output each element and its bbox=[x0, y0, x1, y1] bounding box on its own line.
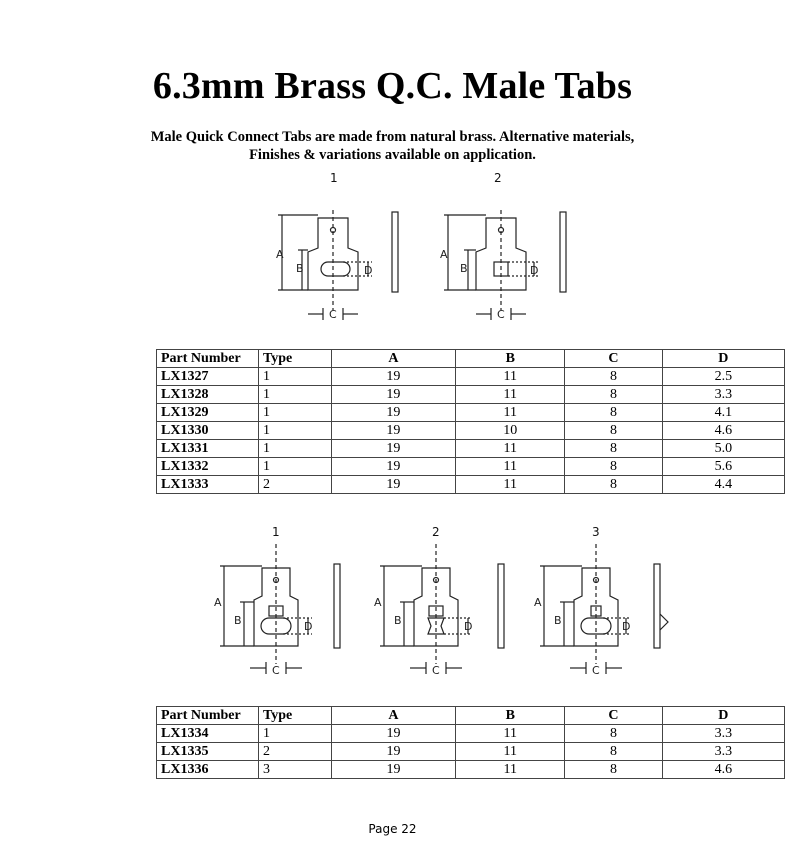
tab-type-3-drawing bbox=[540, 544, 668, 674]
dim-label-d-2: D bbox=[464, 620, 473, 633]
cell-part-number: LX1333 bbox=[157, 476, 259, 494]
table-header-row bbox=[157, 350, 785, 368]
parts-table-1 bbox=[156, 349, 785, 494]
dim-label-c-2: C bbox=[497, 308, 505, 321]
page-number: Page 22 bbox=[368, 822, 417, 836]
table-row bbox=[157, 476, 785, 494]
table-row bbox=[157, 743, 785, 761]
cell-b: 11 bbox=[456, 476, 565, 494]
cell-b: 11 bbox=[456, 440, 565, 458]
figure-label-type-2: 2 bbox=[494, 171, 502, 185]
cell-c: 8 bbox=[565, 404, 662, 422]
dim-label-a-2: A bbox=[440, 248, 448, 261]
page-title: 6.3mm Brass Q.C. Male Tabs bbox=[152, 65, 633, 107]
dim-label-d: D bbox=[304, 620, 313, 633]
header-a: A bbox=[331, 350, 456, 368]
subtitle-line-2: Finishes & variations available on application. bbox=[249, 147, 536, 163]
cell-c: 8 bbox=[565, 743, 662, 761]
header-a: A bbox=[331, 707, 456, 725]
cell-c: 8 bbox=[565, 386, 662, 404]
dim-label-d-2: D bbox=[530, 264, 539, 277]
cell-d: 4.4 bbox=[662, 476, 784, 494]
header-b: B bbox=[456, 350, 565, 368]
cell-part-number: LX1332 bbox=[157, 458, 259, 476]
dim-label-d: D bbox=[364, 264, 373, 277]
tab-drawing-svg-1 bbox=[268, 170, 588, 330]
table-row bbox=[157, 368, 785, 386]
header-part-number: Part Number bbox=[157, 350, 259, 368]
cell-part-number: LX1328 bbox=[157, 386, 259, 404]
cell-type: 2 bbox=[258, 476, 331, 494]
cell-c: 8 bbox=[565, 458, 662, 476]
dim-label-a-3: A bbox=[534, 596, 542, 609]
cell-b: 11 bbox=[456, 368, 565, 386]
header-c: C bbox=[565, 707, 662, 725]
tab-type-1-drawing bbox=[220, 544, 340, 674]
cell-c: 8 bbox=[565, 761, 662, 779]
cell-type: 1 bbox=[258, 386, 331, 404]
cell-type: 3 bbox=[258, 761, 331, 779]
cell-type: 1 bbox=[258, 458, 331, 476]
cell-b: 11 bbox=[456, 725, 565, 743]
cell-c: 8 bbox=[565, 440, 662, 458]
cell-part-number: LX1334 bbox=[157, 725, 259, 743]
cell-part-number: LX1336 bbox=[157, 761, 259, 779]
cell-type: 1 bbox=[258, 422, 331, 440]
table-row bbox=[157, 404, 785, 422]
dim-label-a-2: A bbox=[374, 596, 382, 609]
dim-label-c: C bbox=[329, 308, 337, 321]
tab-type-2-drawing bbox=[380, 544, 504, 674]
table-row bbox=[157, 761, 785, 779]
figure-label-type-1: 1 bbox=[330, 171, 338, 185]
cell-type: 1 bbox=[258, 368, 331, 386]
cell-d: 2.5 bbox=[662, 368, 784, 386]
table-row bbox=[157, 440, 785, 458]
dim-label-c-3: C bbox=[592, 664, 600, 677]
cell-b: 10 bbox=[456, 422, 565, 440]
table-row bbox=[157, 386, 785, 404]
cell-type: 1 bbox=[258, 404, 331, 422]
header-type: Type bbox=[258, 350, 331, 368]
table-header-row bbox=[157, 707, 785, 725]
dim-label-b-2: B bbox=[460, 262, 468, 275]
header-d: D bbox=[662, 707, 784, 725]
tab-drawing-svg-2 bbox=[210, 524, 670, 684]
cell-d: 3.3 bbox=[662, 386, 784, 404]
cell-part-number: LX1330 bbox=[157, 422, 259, 440]
cell-a: 19 bbox=[331, 761, 456, 779]
dim-label-b: B bbox=[296, 262, 304, 275]
cell-a: 19 bbox=[331, 422, 456, 440]
cell-b: 11 bbox=[456, 761, 565, 779]
cell-a: 19 bbox=[331, 440, 456, 458]
cell-d: 5.0 bbox=[662, 440, 784, 458]
cell-b: 11 bbox=[456, 458, 565, 476]
dim-label-c: C bbox=[272, 664, 280, 677]
cell-part-number: LX1329 bbox=[157, 404, 259, 422]
cell-a: 19 bbox=[331, 725, 456, 743]
tab-drawing-set-2 bbox=[210, 524, 670, 684]
cell-b: 11 bbox=[456, 404, 565, 422]
dim-label-c-2: C bbox=[432, 664, 440, 677]
cell-a: 19 bbox=[331, 458, 456, 476]
cell-d: 4.1 bbox=[662, 404, 784, 422]
cell-a: 19 bbox=[331, 743, 456, 761]
dim-label-a: A bbox=[276, 248, 284, 261]
tab-drawing-set-1 bbox=[268, 170, 588, 330]
cell-c: 8 bbox=[565, 476, 662, 494]
subtitle-line-1: Male Quick Connect Tabs are made from natural brass. Alternative materials, bbox=[150, 129, 635, 145]
dim-label-a: A bbox=[214, 596, 222, 609]
dim-label-b-2: B bbox=[394, 614, 402, 627]
dim-label-b-3: B bbox=[554, 614, 562, 627]
dim-label-d-3: D bbox=[622, 620, 631, 633]
cell-d: 4.6 bbox=[662, 761, 784, 779]
cell-type: 1 bbox=[258, 725, 331, 743]
figure-label-type-2: 2 bbox=[432, 525, 440, 539]
cell-a: 19 bbox=[331, 404, 456, 422]
parts-table-2 bbox=[156, 706, 785, 779]
cell-c: 8 bbox=[565, 368, 662, 386]
table-row bbox=[157, 725, 785, 743]
cell-d: 3.3 bbox=[662, 743, 784, 761]
dim-label-b: B bbox=[234, 614, 242, 627]
cell-type: 2 bbox=[258, 743, 331, 761]
cell-c: 8 bbox=[565, 725, 662, 743]
cell-part-number: LX1331 bbox=[157, 440, 259, 458]
figure-label-type-1: 1 bbox=[272, 525, 280, 539]
header-d: D bbox=[662, 350, 784, 368]
header-type: Type bbox=[258, 707, 331, 725]
header-c: C bbox=[565, 350, 662, 368]
cell-c: 8 bbox=[565, 422, 662, 440]
header-part-number: Part Number bbox=[157, 707, 259, 725]
cell-a: 19 bbox=[331, 386, 456, 404]
cell-type: 1 bbox=[258, 440, 331, 458]
figure-label-type-3: 3 bbox=[592, 525, 600, 539]
header-b: B bbox=[456, 707, 565, 725]
cell-d: 3.3 bbox=[662, 725, 784, 743]
cell-a: 19 bbox=[331, 368, 456, 386]
cell-b: 11 bbox=[456, 743, 565, 761]
cell-part-number: LX1335 bbox=[157, 743, 259, 761]
cell-part-number: LX1327 bbox=[157, 368, 259, 386]
table-row bbox=[157, 422, 785, 440]
table-row bbox=[157, 458, 785, 476]
page-subtitle bbox=[0, 128, 785, 164]
cell-d: 5.6 bbox=[662, 458, 784, 476]
cell-b: 11 bbox=[456, 386, 565, 404]
cell-a: 19 bbox=[331, 476, 456, 494]
cell-d: 4.6 bbox=[662, 422, 784, 440]
